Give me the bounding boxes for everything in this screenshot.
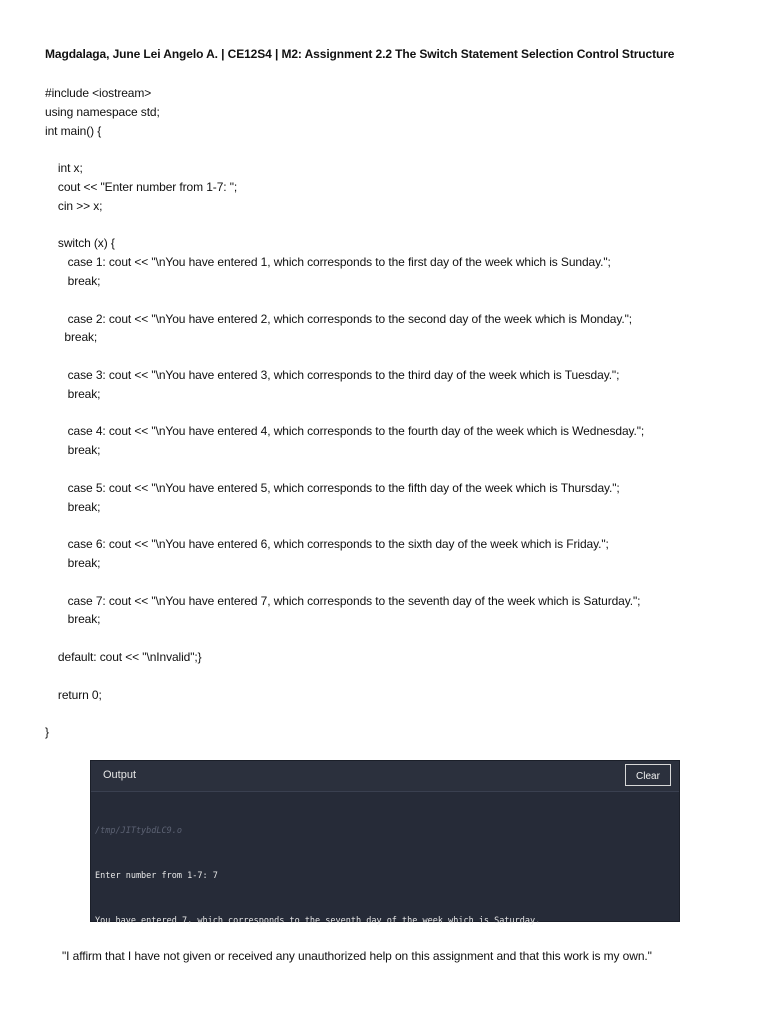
- code-line: [45, 667, 644, 686]
- code-line: [45, 460, 644, 479]
- code-line: break;: [45, 273, 101, 288]
- console-line: Enter number from 1-7: 7: [95, 871, 218, 881]
- code-line: break;: [45, 443, 101, 458]
- code-line: }: [45, 725, 49, 740]
- code-line: #include <iostream>: [45, 86, 152, 100]
- console-path: /tmp/JITtybdLC9.o: [95, 826, 182, 836]
- output-title: Output: [103, 769, 137, 781]
- code-line: [45, 573, 644, 592]
- code-line: break;: [45, 330, 98, 345]
- document-header: Magdalaga, June Lei Angelo A. | CE12S4 | M2: Assignment 2.2 The Switch Statement Selection Control Structure: [45, 47, 675, 61]
- code-line: [45, 140, 644, 159]
- code-line: int main() {: [45, 123, 102, 138]
- output-panel: [90, 760, 680, 926]
- code-line: using namespace std;: [45, 104, 160, 119]
- clear-button[interactable]: Clear: [625, 764, 671, 786]
- code-line: break;: [45, 499, 101, 514]
- code-line: cout << "Enter number from 1-7: ";: [45, 179, 238, 194]
- code-line: case 1: cout << "\nYou have entered 1, which corresponds to the first day of the week which is Sunday.";: [45, 255, 611, 270]
- code-line: [45, 216, 644, 235]
- code-line: case 6: cout << "\nYou have entered 6, which corresponds to the sixth day of the week which is Friday.";: [45, 537, 609, 552]
- code-line: [45, 347, 644, 366]
- code-line: case 7: cout << "\nYou have entered 7, which corresponds to the seventh day of the week which is Saturday.";: [45, 593, 641, 608]
- code-line: int x;: [45, 161, 83, 176]
- code-line: break;: [45, 386, 101, 401]
- code-line: switch (x) {: [45, 236, 115, 251]
- code-line: case 4: cout << "\nYou have entered 4, which corresponds to the fourth day of the week which is Wednesday.";: [45, 424, 645, 439]
- code-line: [45, 516, 644, 535]
- affirmation-statement: "I affirm that I have not given or received any unauthorized help on this assignment and that this work is my own.": [62, 949, 652, 963]
- code-line: [45, 404, 644, 423]
- code-line: case 5: cout << "\nYou have entered 5, which corresponds to the fifth day of the week which is Thursday.";: [45, 480, 620, 495]
- code-line: break;: [45, 612, 101, 627]
- code-listing: [45, 84, 644, 742]
- code-line: [45, 291, 644, 310]
- console-line: You have entered 7, which corresponds to the seventh day of the week which is Saturday.: [95, 916, 541, 926]
- code-line: break;: [45, 555, 101, 570]
- code-line: return 0;: [45, 687, 102, 702]
- output-toolbar: [91, 761, 679, 792]
- code-line: case 3: cout << "\nYou have entered 3, which corresponds to the third day of the week which is Tuesday.";: [45, 367, 620, 382]
- code-line: [45, 629, 644, 648]
- code-line: cin >> x;: [45, 198, 103, 213]
- code-line: [45, 704, 644, 723]
- code-line: case 2: cout << "\nYou have entered 2, which corresponds to the second day of the week which is Monday.";: [45, 311, 633, 326]
- console-output: [95, 794, 540, 959]
- code-line: default: cout << "\nInvalid";}: [45, 649, 202, 664]
